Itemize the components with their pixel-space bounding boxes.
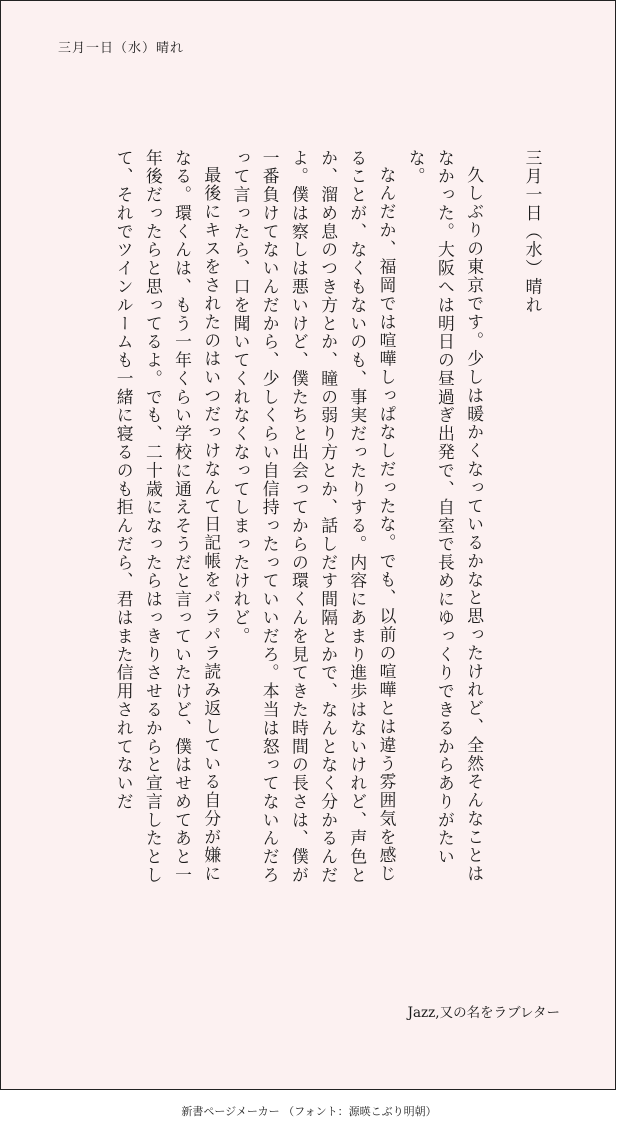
vertical-text-body xyxy=(109,149,547,889)
running-header: 三月一日（水）晴れ xyxy=(58,41,185,56)
paragraph-1: 久しぶりの東京です。少しは暖かくなっているかなと思ったけれど、全然そんなことはなかった。大阪へは明日の昼過ぎ出発で、自室で長めにゆっくりできるからありがたいな。 xyxy=(406,149,485,884)
paragraph-2: なんだか、福岡では喧嘩しっぱなしだったな。でも、以前の喧嘩とは違う雰囲気を感じることが、なくもないのも、事実だったりする。内容にあまり進歩はないけれど、声色とか、溜め息のつき方とか、瞳の弱り方とか、話しだす間隔とかで、なんとなく分かるんだよ。僕は察しは悪いけど、僕たちと出会ってからの環くんを見てきた時間の長さは、僕が一番負けてないんだから、少しくらい自信持ったっていいだろ。本当は怒ってないんだろって言ったら、口を聞いてくれなくなってしまったけれど。 xyxy=(230,149,397,885)
entry-title: 三月一日（水）晴れ xyxy=(523,149,543,315)
tool-credit: 新書ページメーカー （フォント：源暎こぶり明朝） xyxy=(181,1105,437,1118)
author-signature: Jazz,又の名をラブレター xyxy=(407,1005,560,1021)
paragraph-3: 最後にキスをされたのはいつだっけなんて日記帳をパラパラ読み返している自分が嫌になる。環くんは、もう一年くらい学校に通えそうだと言っていたけど、僕はせめてあと一年後だったらと思ってるよ。でも、二十歳になったらはっきりさせるからと宣言したとして、それでツインルームも一緒に寝るのも拒んだら、君はまた信用されてないだ xyxy=(114,149,222,885)
